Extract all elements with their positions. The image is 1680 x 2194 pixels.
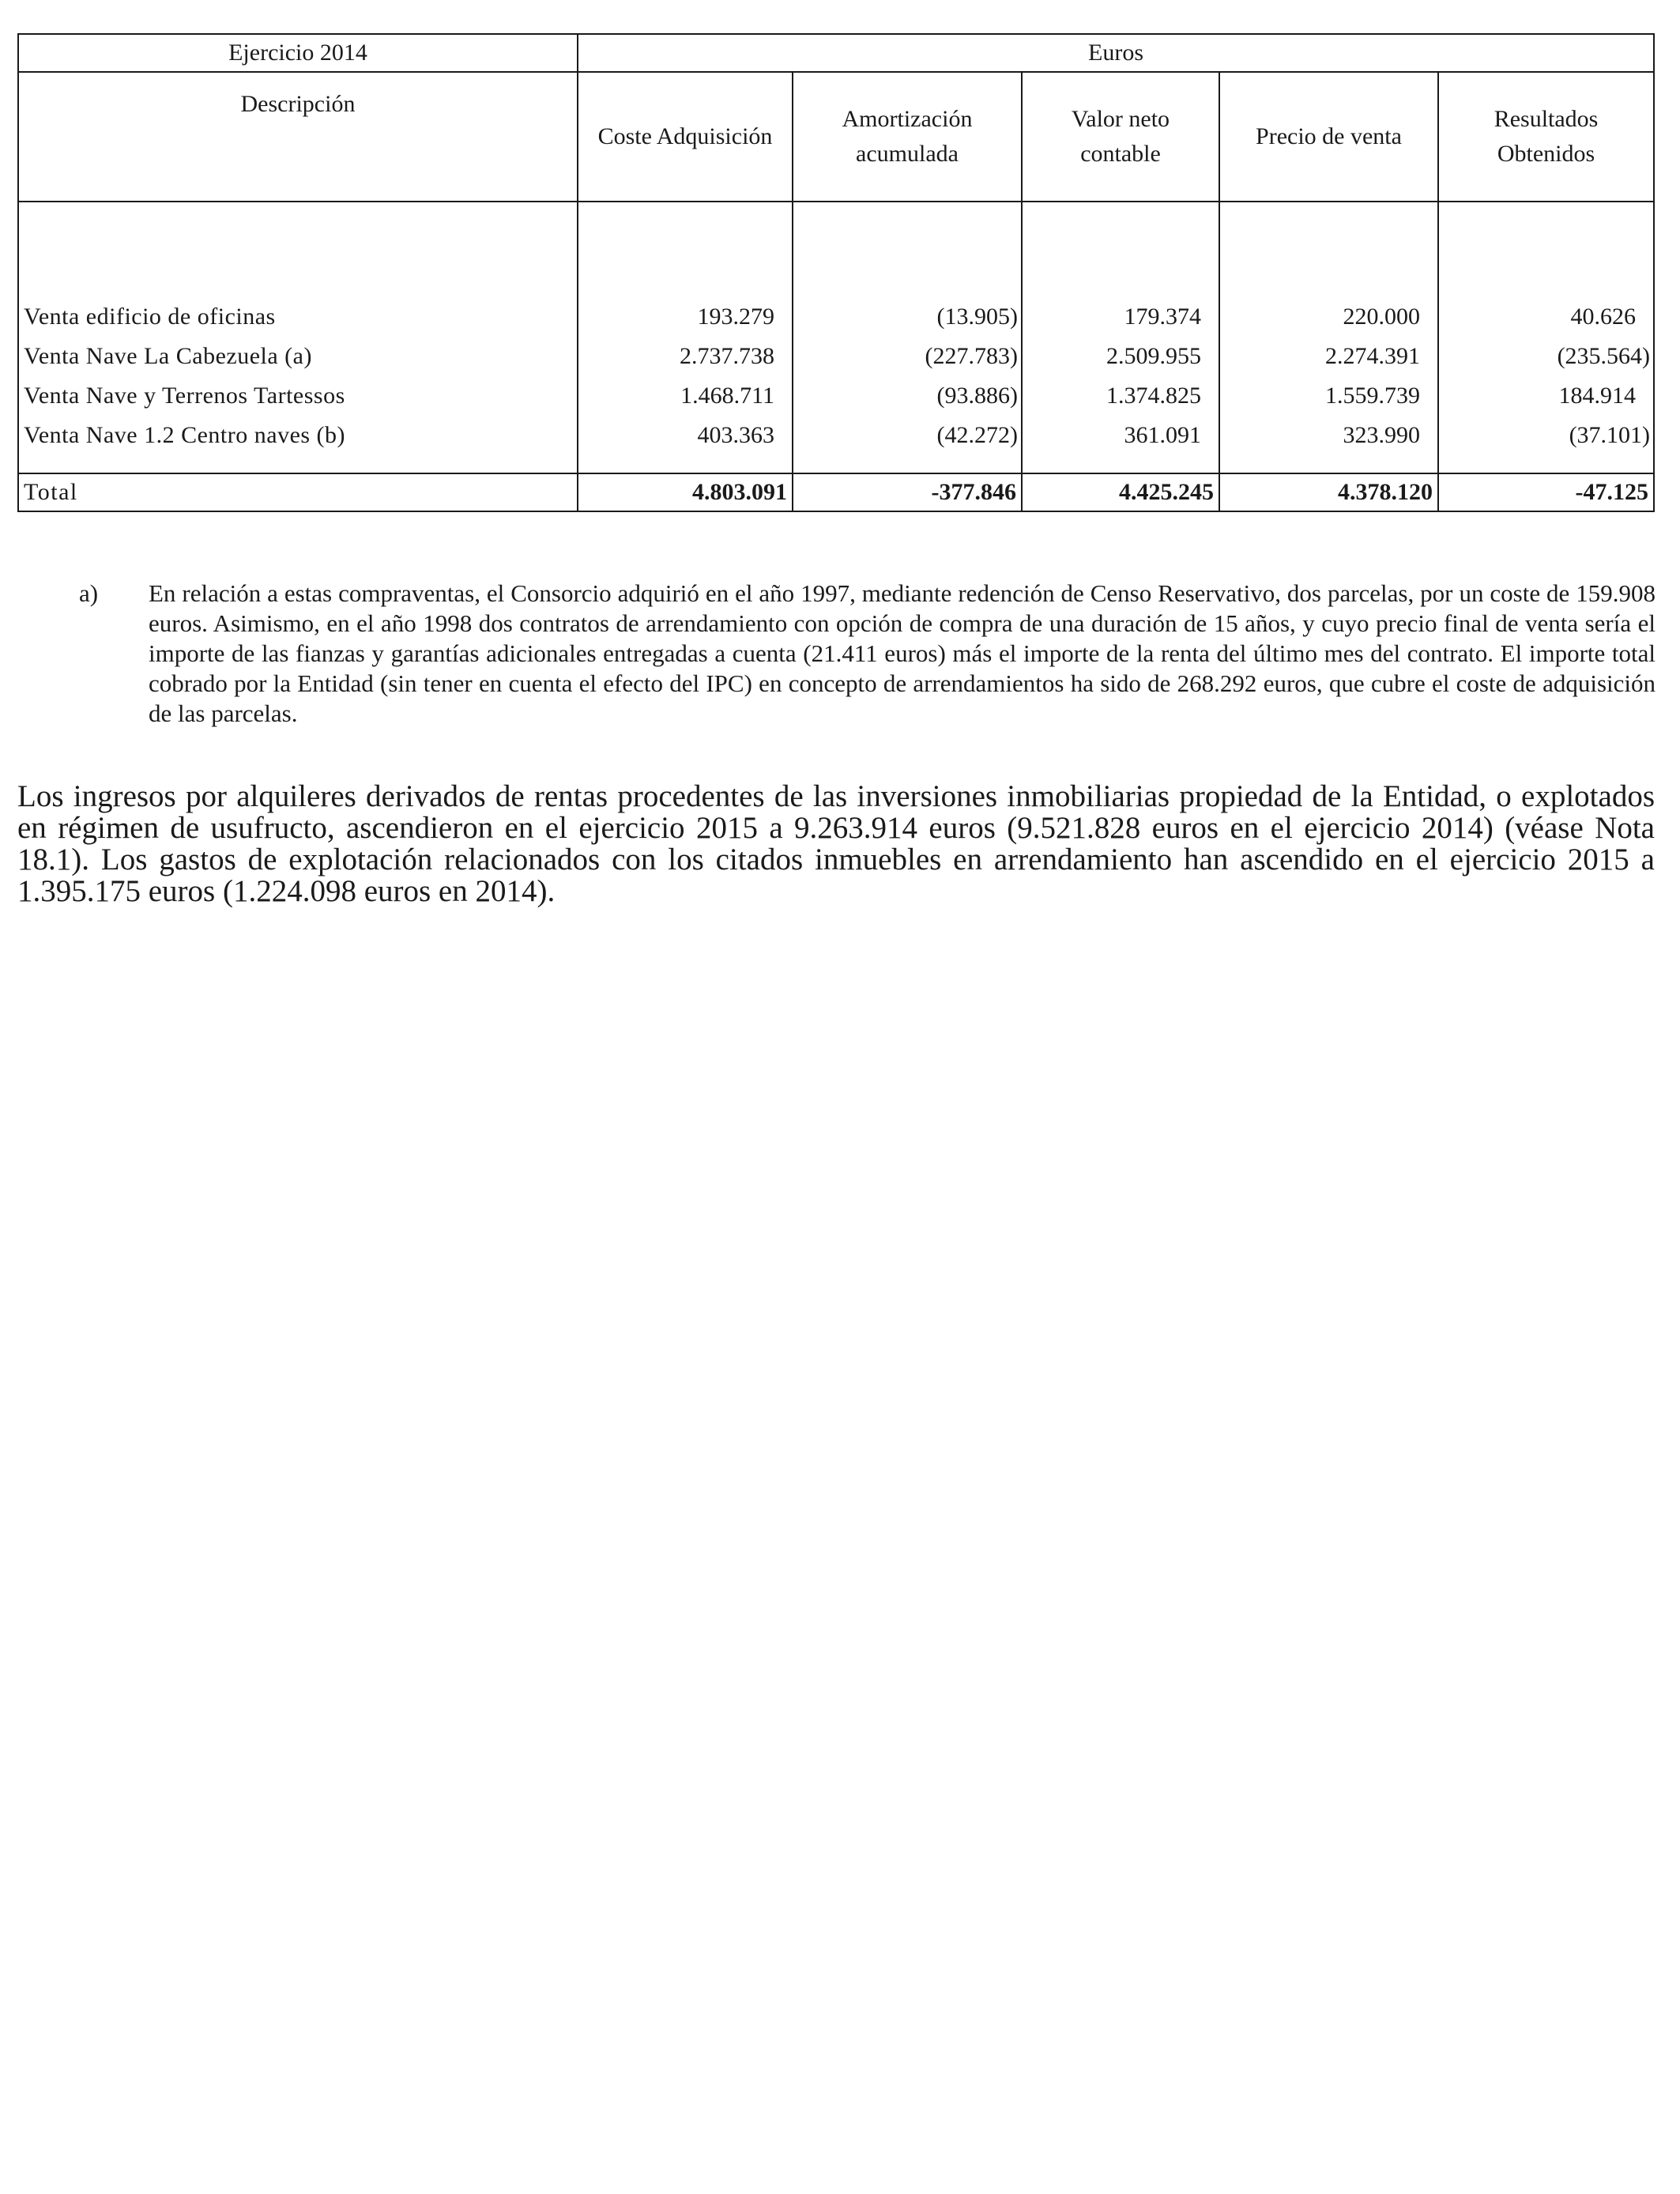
coste-cell [578, 202, 793, 473]
footnote-marker: a) [79, 579, 99, 607]
coste-value: 403.363 [697, 422, 774, 448]
amortizacion-value: (93.886) [936, 383, 1018, 409]
valor-neto-cell [1022, 202, 1219, 473]
column-header-line: Amortización [842, 106, 973, 132]
ejercicio-header: Ejercicio 2014 [18, 34, 578, 72]
coste-value: 1.468.711 [680, 383, 774, 409]
amortizacion-value: (13.905) [936, 303, 1018, 330]
resultado-value: (37.101) [1569, 422, 1651, 448]
column-header-valor-neto [1022, 72, 1219, 202]
row-description: Venta edificio de oficinas [24, 303, 276, 330]
valor-neto-value: 179.374 [1124, 303, 1201, 330]
column-header-line: Obtenidos [1497, 141, 1595, 167]
resultado-value: (235.564) [1557, 343, 1651, 369]
resultado-cell [1438, 202, 1654, 473]
total-label: Total [18, 473, 578, 511]
table-body-row [18, 202, 1654, 473]
coste-value: 2.737.738 [680, 343, 774, 369]
column-header-amortizacion [793, 72, 1022, 202]
precio-value: 2.274.391 [1325, 343, 1420, 369]
footnote-text: En relación a estas compraventas, el Consorcio adquirió en el año 1997, mediante redención de Censo Reservativo, dos parcelas, por un coste de 159.908 euros. Asimismo, en el año 1998 dos contratos de arrendamiento con opción de compra de una duración de 15 años, y cuyo precio final de venta sería el importe de las fianzas y garantías adicionales entregadas a cuenta (21.411 euros) más el importe de la renta del último mes del contrato. El importe total cobrado por la Entidad (sin tener en cuenta el efecto del IPC) en concepto de arrendamientos ha sido de 268.292 euros, que cubre el coste de adquisición de las parcelas. [149, 579, 1656, 727]
column-header-line: Coste Adquisición [597, 123, 773, 149]
total-precio: 4.378.120 [1219, 473, 1438, 511]
precio-cell [1219, 202, 1438, 473]
descripcion-cell [18, 202, 578, 473]
row-description: Venta Nave 1.2 Centro naves (b) [24, 422, 346, 448]
column-header-line: Valor neto [1071, 106, 1170, 132]
column-header-line: contable [1080, 141, 1161, 167]
table-header-row-top [18, 34, 1654, 72]
row-description: Venta Nave y Terrenos Tartessos [24, 383, 345, 409]
total-valor-neto: 4.425.245 [1022, 473, 1219, 511]
resultado-value: 40.626 [1570, 303, 1637, 330]
total-coste: 4.803.091 [578, 473, 793, 511]
precio-value: 323.990 [1343, 422, 1420, 448]
table-total-row [18, 473, 1654, 511]
descripcion-header: Descripción [18, 72, 578, 202]
body-paragraph: Los ingresos por alquileres derivados de rentas procedentes de las inversiones inmobiliarias propiedad de la Entidad, o explotados en régimen de usufructo, ascendieron en el ejercicio 2015 a 9.263.914 euros (9.521.828 euros en el ejercicio 2014) (véase Nota 18.1). Los gastos de explotación relacionados con los citados inmuebles en arrendamiento han ascendido en el ejercicio 2015 a 1.395.175 euros (1.224.098 euros en 2014). [17, 779, 1655, 908]
column-header-line: Precio de venta [1256, 123, 1402, 149]
amortizacion-value: (227.783) [925, 343, 1018, 369]
amortizacion-value: (42.272) [936, 422, 1018, 448]
valor-neto-value: 361.091 [1124, 422, 1201, 448]
row-description: Venta Nave La Cabezuela (a) [24, 343, 312, 369]
footnote-a [79, 579, 1656, 729]
column-header-line: acumulada [856, 141, 959, 167]
valor-neto-value: 1.374.825 [1106, 383, 1201, 409]
column-header-resultados [1438, 72, 1654, 202]
column-header-coste [578, 72, 793, 202]
coste-value: 193.279 [697, 303, 774, 330]
table-header-row-columns [18, 72, 1654, 202]
resultado-value: 184.914 [1558, 383, 1637, 409]
sales-table [17, 33, 1655, 512]
total-resultado: -47.125 [1438, 473, 1654, 511]
column-header-line: Resultados [1494, 106, 1599, 132]
column-header-precio [1219, 72, 1438, 202]
currency-header: Euros [578, 34, 1654, 72]
valor-neto-value: 2.509.955 [1106, 343, 1201, 369]
total-amortizacion: -377.846 [793, 473, 1022, 511]
precio-value: 1.559.739 [1325, 383, 1420, 409]
amortizacion-cell [793, 202, 1022, 473]
precio-value: 220.000 [1343, 303, 1420, 330]
